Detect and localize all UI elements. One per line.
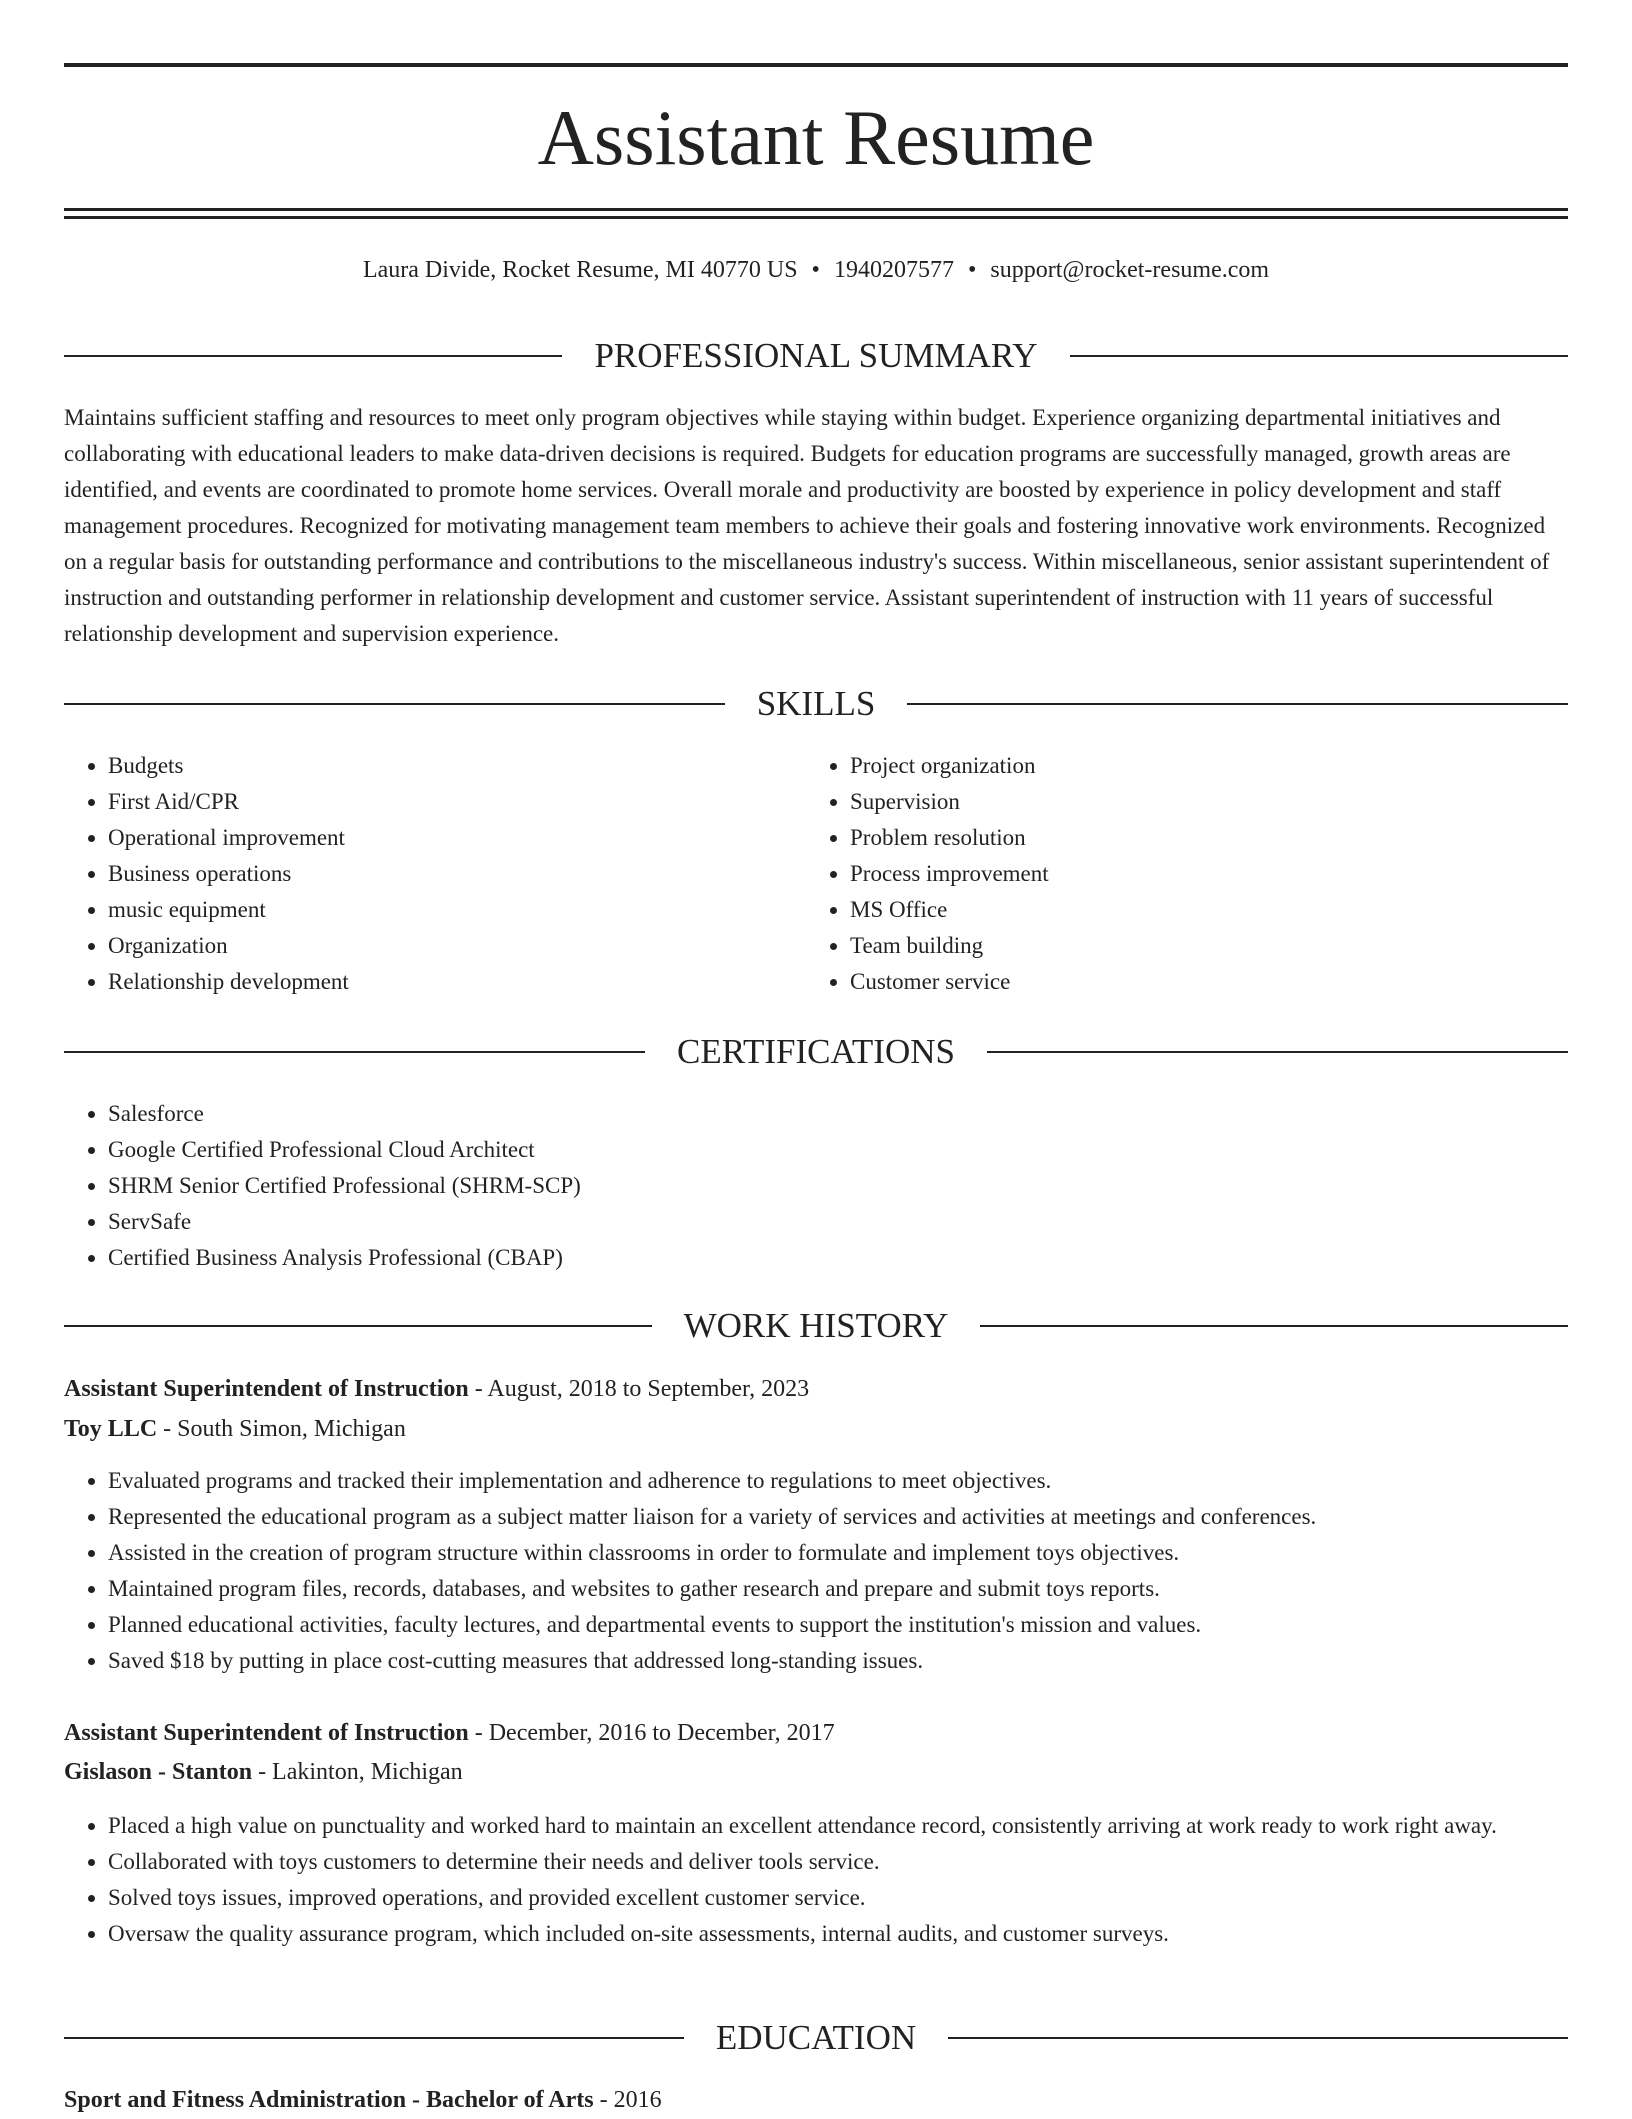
certifications-heading-text: CERTIFICATIONS [677,1032,955,1071]
job-bullet: • Evaluated programs and tracked their implementation and adherence to regulations to meet objectives. [108,1463,1568,1499]
contact-email: support@rocket-resume.com [990,257,1270,283]
skill-item: • Project organization [850,748,1550,784]
skill-item: • MS Office [850,892,1550,928]
summary-heading [64,334,1568,378]
top-rule [64,63,1568,67]
skill-item: • music equipment [108,892,808,928]
heading-rule [64,2037,684,2039]
heading-rule [64,355,562,357]
skill-item: • Customer service [850,964,1550,1000]
heading-rule [64,1051,645,1053]
job-bullets [64,1808,1568,1952]
skills-list-left [64,748,808,1000]
summary-heading-text: PROFESSIONAL SUMMARY [594,336,1038,375]
education-line [64,2081,1568,2119]
skill-item: • Problem resolution [850,820,1550,856]
job-bullet: • Represented the educational program as a subject matter liaison for a variety of services and activities at meetings and conferences. [108,1499,1568,1535]
job-dates: - December, 2016 to December, 2017 [468,1720,835,1746]
heading-rule [64,1325,652,1327]
heading-rule [907,703,1568,705]
education-year: - 2016 [593,2087,662,2113]
job-company-line [64,1753,1568,1791]
education-heading-text: EDUCATION [715,2018,917,2057]
job-location: - South Simon, Michigan [157,1416,406,1442]
title-rule [64,208,1568,211]
job-company-line [64,1410,1568,1448]
work-heading-text: WORK HISTORY [683,1306,949,1345]
skill-item: • Operational improvement [108,820,808,856]
contact-line [64,252,1568,288]
job-bullet: • Saved $18 by putting in place cost-cutting measures that addressed long-standing issues. [108,1643,1568,1679]
job-company: Toy LLC [64,1416,158,1442]
certifications-heading [64,1030,1568,1074]
contact-address: Laura Divide, Rocket Resume, MI 40770 US [362,257,798,283]
work-heading [64,1304,1568,1348]
contact-separator: • [967,257,977,283]
heading-rule [948,2037,1568,2039]
job-title: Assistant Superintendent of Instruction [64,1720,469,1746]
certification-item: • Salesforce [108,1096,1568,1132]
skill-item: • Supervision [850,784,1550,820]
job-bullet: • Maintained program files, records, databases, and websites to gather research and prepare and submit toys reports. [108,1571,1568,1607]
job-bullet: • Placed a high value on punctuality and worked hard to maintain an excellent attendance record, consistently arriving at work ready to work right away. [108,1808,1568,1844]
skill-item: • Process improvement [850,856,1550,892]
skills-heading-text: SKILLS [756,684,876,723]
certifications-list [64,1096,1568,1276]
page-title: Assistant Resume [537,94,1095,181]
job-bullet: • Collaborated with toys customers to determine their needs and deliver tools service. [108,1844,1568,1880]
heading-rule [64,703,725,705]
job-title: Assistant Superintendent of Instruction [64,1376,469,1402]
skill-item: • Organization [108,928,808,964]
certification-item: • Google Certified Professional Cloud Architect [108,1132,1568,1168]
education-degree: Sport and Fitness Administration - Bachelor of Arts [64,2087,594,2113]
heading-rule [987,1051,1568,1053]
skill-item: • Team building [850,928,1550,964]
job-company: Gislason - Stanton [64,1759,253,1785]
skills-list-right [806,748,1550,1000]
certification-item: • ServSafe [108,1204,1568,1240]
contact-phone: 1940207577 [833,257,954,283]
certification-item: • SHRM Senior Certified Professional (SHRM-SCP) [108,1168,1568,1204]
job-bullets [64,1463,1568,1679]
contact-separator: • [811,257,820,283]
job-title-line [64,1714,1568,1752]
skill-item: • Business operations [108,856,808,892]
job-title-line [64,1370,1568,1408]
skill-item: • First Aid/CPR [108,784,808,820]
certification-item: • Certified Business Analysis Professional (CBAP) [108,1240,1568,1276]
skill-item: • Relationship development [108,964,808,1000]
job-bullet: • Planned educational activities, faculty lectures, and departmental events to support the institution's mission and values. [108,1607,1568,1643]
job-bullet: • Solved toys issues, improved operations, and provided excellent customer service. [108,1880,1568,1916]
job-dates: - August, 2018 to September, 2023 [468,1376,810,1402]
title-rule-double [64,216,1568,219]
skills-heading [64,682,1568,726]
job-bullet: • Assisted in the creation of program structure within classrooms in order to formulate and implement toys objectives. [108,1535,1568,1571]
skill-item: • Budgets [108,748,808,784]
summary-text: Maintains sufficient staffing and resources to meet only program objectives while staying within budget. Experience organizing departmental initiatives and collaborating with educational leaders to make data-driven decisions is required. Budgets for education programs are successfully managed, growth areas are identified, and events are coordinated to promote home services. Overall morale and productivity are boosted by experience in policy development and staff management procedures. Recognized for motivating management team members to achieve their goals and fostering innovative work environments. Recognized on a regular basis for outstanding performance and contributions to the miscellaneous industry's success. Within miscellaneous, senior assistant superintendent of instruction and outstanding performer in relationship development and customer service. Assistant superintendent of instruction with 11 years of successful relationship development and supervision experience. [64,405,1550,646]
heading-rule [1070,355,1568,357]
education-heading [64,2016,1568,2060]
job-location: - Lakinton, Michigan [252,1759,463,1785]
heading-rule [980,1325,1568,1327]
job-bullet: • Oversaw the quality assurance program, which included on-site assessments, internal audits, and customer surveys. [108,1916,1568,1952]
